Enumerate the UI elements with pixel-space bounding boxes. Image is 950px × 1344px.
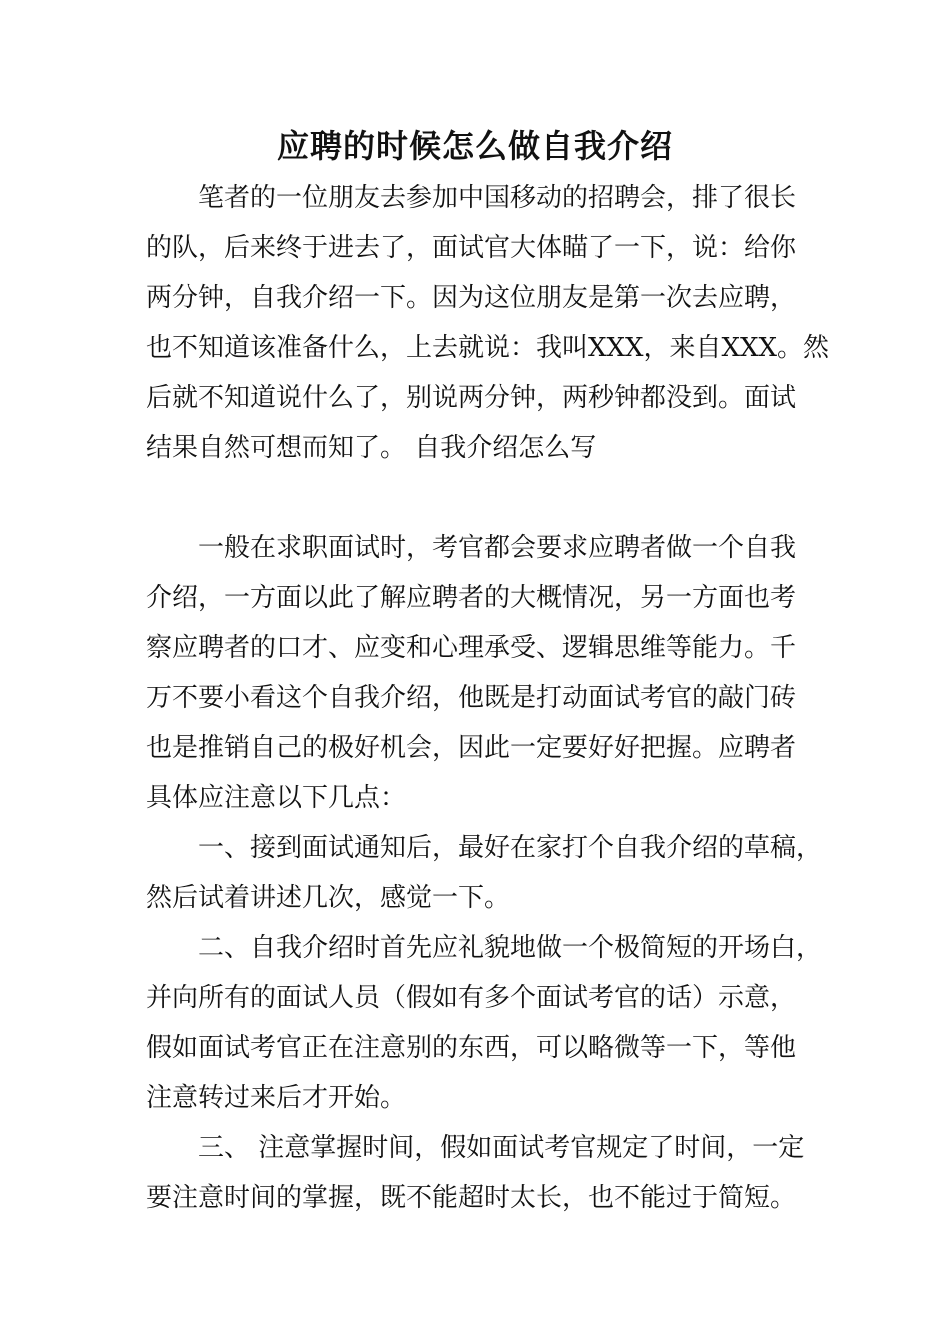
paragraph-line: 一般在求职面试时，考官都会要求应聘者做一个自我 — [146, 533, 797, 563]
paragraph-line: 介绍，一方面以此了解应聘者的大概情况，另一方面也考 — [146, 583, 797, 613]
paragraph-line: 的队，后来终于进去了，面试官大体瞄了一下，说：给你 — [146, 233, 797, 263]
paragraph-line: 三、 注意掌握时间，假如面试考官规定了时间，一定 — [146, 1133, 805, 1163]
document-title: 应聘的时候怎么做自我介绍 — [276, 127, 673, 165]
paragraph-line: 也是推销自己的极好机会，因此一定要好好把握。应聘者 — [146, 733, 797, 763]
paragraph-line: 一、接到面试通知后，最好在家打个自我介绍的草稿， — [146, 833, 823, 863]
paragraph-line: 具体应注意以下几点： — [146, 783, 407, 813]
paragraph-line: 要注意时间的掌握，既不能超时太长，也不能过于简短。 — [146, 1183, 797, 1213]
paragraph-line: 两分钟，自我介绍一下。因为这位朋友是第一次去应聘， — [146, 283, 797, 313]
paragraph-line: 也不知道该准备什么，上去就说：我叫XXX，来自XXX。然 — [146, 333, 830, 363]
paragraph-line: 结果自然可想而知了。 自我介绍怎么写 — [146, 433, 597, 463]
paragraph-line: 后就不知道说什么了，别说两分钟，两秒钟都没到。面试 — [146, 383, 797, 413]
paragraph-line: 假如面试考官正在注意别的东西，可以略微等一下，等他 — [146, 1033, 797, 1063]
paragraph-line: 二、自我介绍时首先应礼貌地做一个极简短的开场白， — [146, 933, 823, 963]
paragraph-line: 万不要小看这个自我介绍，他既是打动面试考官的敲门砖 — [146, 683, 797, 713]
paragraph-line: 察应聘者的口才、应变和心理承受、逻辑思维等能力。千 — [146, 633, 797, 663]
paragraph-line: 注意转过来后才开始。 — [146, 1083, 407, 1113]
paragraph-line: 笔者的一位朋友去参加中国移动的招聘会，排了很长 — [146, 183, 797, 213]
paragraph-line: 然后试着讲述几次，感觉一下。 — [146, 883, 511, 913]
paragraph-line: 并向所有的面试人员（假如有多个面试考官的话）示意， — [146, 983, 797, 1013]
